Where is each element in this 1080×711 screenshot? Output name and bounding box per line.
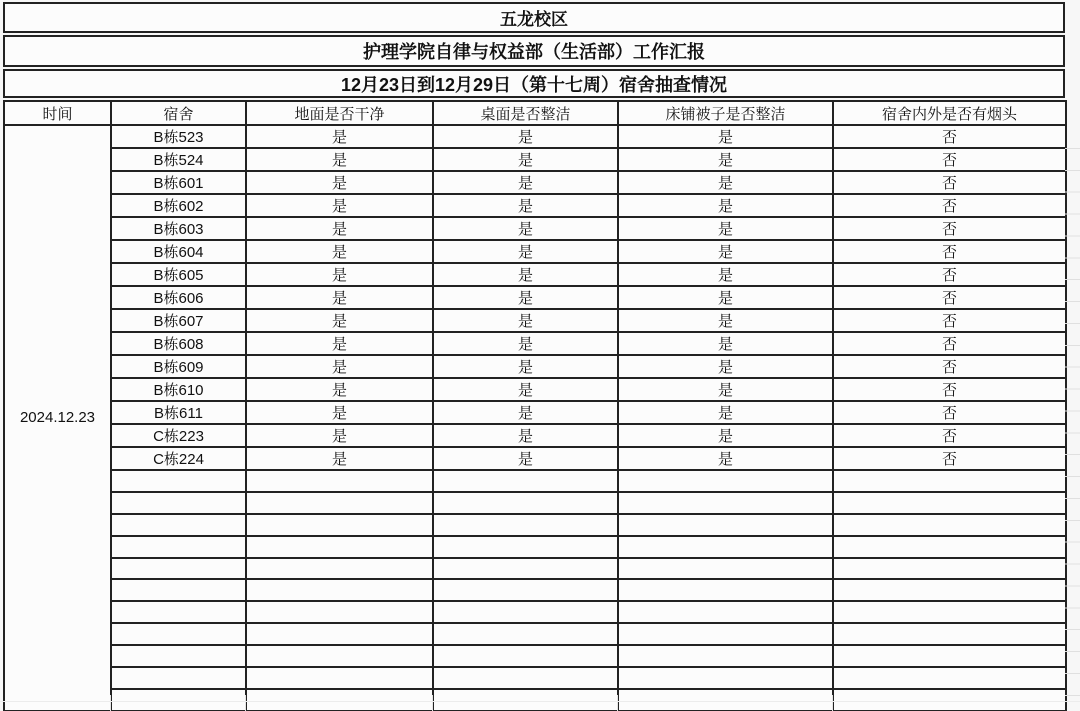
floor-clean-cell: 是 (246, 125, 433, 148)
desk-tidy-cell: 是 (433, 447, 618, 470)
empty-cell (111, 623, 246, 645)
dorm-cell: B栋609 (111, 355, 246, 378)
cigarette-cell: 否 (833, 194, 1066, 217)
table-body (4, 125, 1066, 711)
floor-clean-cell: 是 (246, 332, 433, 355)
bed-tidy-cell: 是 (618, 148, 833, 171)
floor-clean-cell: 是 (246, 194, 433, 217)
cigarette-cell: 否 (833, 332, 1066, 355)
floor-clean-cell: 是 (246, 447, 433, 470)
bed-tidy-cell: 是 (618, 424, 833, 447)
cigarette-cell: 否 (833, 263, 1066, 286)
desk-tidy-cell: 是 (433, 424, 618, 447)
empty-cell (246, 514, 433, 536)
floor-clean-cell: 是 (246, 148, 433, 171)
empty-cell (111, 645, 246, 667)
empty-cell (618, 579, 833, 601)
floor-clean-cell: 是 (246, 355, 433, 378)
empty-cell (833, 623, 1066, 645)
bed-tidy-cell: 是 (618, 217, 833, 240)
header-dorm: 宿舍 (111, 101, 246, 125)
department-report-title: 护理学院自律与权益部（生活部）工作汇报 (3, 35, 1065, 67)
period-title: 12月23日到12月29日（第十七周）宿舍抽查情况 (3, 69, 1065, 98)
header-time: 时间 (4, 101, 111, 125)
empty-cell (111, 601, 246, 623)
empty-cell (246, 492, 433, 514)
empty-table-row (4, 579, 1066, 601)
empty-table-row (4, 536, 1066, 558)
desk-tidy-cell: 是 (433, 125, 618, 148)
bed-tidy-cell: 是 (618, 447, 833, 470)
bed-tidy-cell: 是 (618, 171, 833, 194)
empty-cell (833, 601, 1066, 623)
desk-tidy-cell: 是 (433, 309, 618, 332)
header-bed-tidy: 床铺被子是否整洁 (618, 101, 833, 125)
table-row (4, 447, 1066, 470)
bed-tidy-cell: 是 (618, 286, 833, 309)
empty-cell (111, 667, 246, 689)
empty-cell (246, 689, 433, 711)
bed-tidy-cell: 是 (618, 263, 833, 286)
bed-tidy-cell: 是 (618, 125, 833, 148)
header-cigarette-butts: 宿舍内外是否有烟头 (833, 101, 1066, 125)
empty-cell (833, 579, 1066, 601)
desk-tidy-cell: 是 (433, 194, 618, 217)
empty-cell (618, 601, 833, 623)
table-row (4, 309, 1066, 332)
empty-cell (246, 667, 433, 689)
bed-tidy-cell: 是 (618, 355, 833, 378)
date-cell: 2024.12.23 (4, 125, 111, 711)
empty-cell (833, 645, 1066, 667)
desk-tidy-cell: 是 (433, 332, 618, 355)
empty-cell (433, 579, 618, 601)
empty-cell (433, 667, 618, 689)
bed-tidy-cell: 是 (618, 378, 833, 401)
empty-cell (111, 536, 246, 558)
empty-cell (618, 536, 833, 558)
table-row (4, 332, 1066, 355)
empty-table-row (4, 645, 1066, 667)
dorm-cell: B栋604 (111, 240, 246, 263)
cigarette-cell: 否 (833, 447, 1066, 470)
floor-clean-cell: 是 (246, 240, 433, 263)
table-row (4, 194, 1066, 217)
empty-cell (433, 470, 618, 492)
dorm-cell: C栋223 (111, 424, 246, 447)
cigarette-cell: 否 (833, 286, 1066, 309)
floor-clean-cell: 是 (246, 171, 433, 194)
empty-cell (833, 558, 1066, 580)
empty-cell (833, 492, 1066, 514)
dorm-inspection-table (3, 100, 1067, 711)
cigarette-cell: 否 (833, 378, 1066, 401)
table-row (4, 424, 1066, 447)
cigarette-cell: 否 (833, 148, 1066, 171)
empty-cell (433, 558, 618, 580)
empty-cell (618, 623, 833, 645)
empty-table-row (4, 667, 1066, 689)
empty-cell (433, 645, 618, 667)
empty-cell (618, 514, 833, 536)
table-row (4, 401, 1066, 424)
empty-cell (246, 623, 433, 645)
cigarette-cell: 否 (833, 125, 1066, 148)
empty-cell (433, 623, 618, 645)
dorm-cell: B栋610 (111, 378, 246, 401)
empty-cell (833, 536, 1066, 558)
bed-tidy-cell: 是 (618, 401, 833, 424)
bed-tidy-cell: 是 (618, 194, 833, 217)
desk-tidy-cell: 是 (433, 240, 618, 263)
empty-cell (246, 579, 433, 601)
inspection-report (3, 2, 1065, 711)
empty-cell (433, 514, 618, 536)
sheet-gridlines-right (1065, 127, 1080, 696)
empty-cell (433, 536, 618, 558)
empty-cell (833, 514, 1066, 536)
empty-cell (618, 667, 833, 689)
header-row (4, 101, 1066, 125)
empty-table-row (4, 623, 1066, 645)
table-row (4, 125, 1066, 148)
dorm-cell: C栋224 (111, 447, 246, 470)
desk-tidy-cell: 是 (433, 263, 618, 286)
empty-cell (618, 689, 833, 711)
cigarette-cell: 否 (833, 171, 1066, 194)
dorm-cell: B栋608 (111, 332, 246, 355)
header-desk-tidy: 桌面是否整洁 (433, 101, 618, 125)
desk-tidy-cell: 是 (433, 355, 618, 378)
cigarette-cell: 否 (833, 424, 1066, 447)
cigarette-cell: 否 (833, 217, 1066, 240)
table-row (4, 217, 1066, 240)
desk-tidy-cell: 是 (433, 148, 618, 171)
table-row (4, 286, 1066, 309)
empty-cell (618, 558, 833, 580)
cigarette-cell: 否 (833, 355, 1066, 378)
dorm-cell: B栋603 (111, 217, 246, 240)
floor-clean-cell: 是 (246, 424, 433, 447)
dorm-cell: B栋606 (111, 286, 246, 309)
desk-tidy-cell: 是 (433, 378, 618, 401)
desk-tidy-cell: 是 (433, 217, 618, 240)
empty-table-row (4, 601, 1066, 623)
empty-cell (833, 667, 1066, 689)
floor-clean-cell: 是 (246, 263, 433, 286)
desk-tidy-cell: 是 (433, 286, 618, 309)
empty-table-row (4, 492, 1066, 514)
empty-cell (246, 558, 433, 580)
empty-cell (111, 492, 246, 514)
table-row (4, 148, 1066, 171)
table-row (4, 355, 1066, 378)
bed-tidy-cell: 是 (618, 240, 833, 263)
header-floor-clean: 地面是否干净 (246, 101, 433, 125)
cigarette-cell: 否 (833, 309, 1066, 332)
floor-clean-cell: 是 (246, 309, 433, 332)
empty-cell (833, 470, 1066, 492)
empty-table-row (4, 689, 1066, 711)
floor-clean-cell: 是 (246, 401, 433, 424)
empty-cell (433, 689, 618, 711)
empty-cell (618, 492, 833, 514)
empty-cell (111, 558, 246, 580)
desk-tidy-cell: 是 (433, 171, 618, 194)
empty-table-row (4, 514, 1066, 536)
empty-table-row (4, 558, 1066, 580)
empty-cell (111, 470, 246, 492)
dorm-cell: B栋611 (111, 401, 246, 424)
table-row (4, 378, 1066, 401)
cigarette-cell: 否 (833, 240, 1066, 263)
cigarette-cell: 否 (833, 401, 1066, 424)
floor-clean-cell: 是 (246, 217, 433, 240)
desk-tidy-cell: 是 (433, 401, 618, 424)
empty-cell (618, 470, 833, 492)
table-row (4, 171, 1066, 194)
empty-cell (246, 601, 433, 623)
floor-clean-cell: 是 (246, 378, 433, 401)
empty-cell (433, 601, 618, 623)
bed-tidy-cell: 是 (618, 332, 833, 355)
floor-clean-cell: 是 (246, 286, 433, 309)
table-row (4, 263, 1066, 286)
empty-table-row (4, 470, 1066, 492)
dorm-cell: B栋601 (111, 171, 246, 194)
dorm-cell: B栋602 (111, 194, 246, 217)
empty-cell (111, 579, 246, 601)
empty-cell (618, 645, 833, 667)
empty-cell (833, 689, 1066, 711)
empty-cell (433, 492, 618, 514)
empty-cell (246, 470, 433, 492)
empty-cell (111, 514, 246, 536)
dorm-cell: B栋605 (111, 263, 246, 286)
campus-title: 五龙校区 (3, 2, 1065, 33)
dorm-cell: B栋524 (111, 148, 246, 171)
empty-cell (111, 689, 246, 711)
empty-cell (246, 645, 433, 667)
dorm-cell: B栋607 (111, 309, 246, 332)
bed-tidy-cell: 是 (618, 309, 833, 332)
empty-cell (246, 536, 433, 558)
table-row (4, 240, 1066, 263)
dorm-cell: B栋523 (111, 125, 246, 148)
